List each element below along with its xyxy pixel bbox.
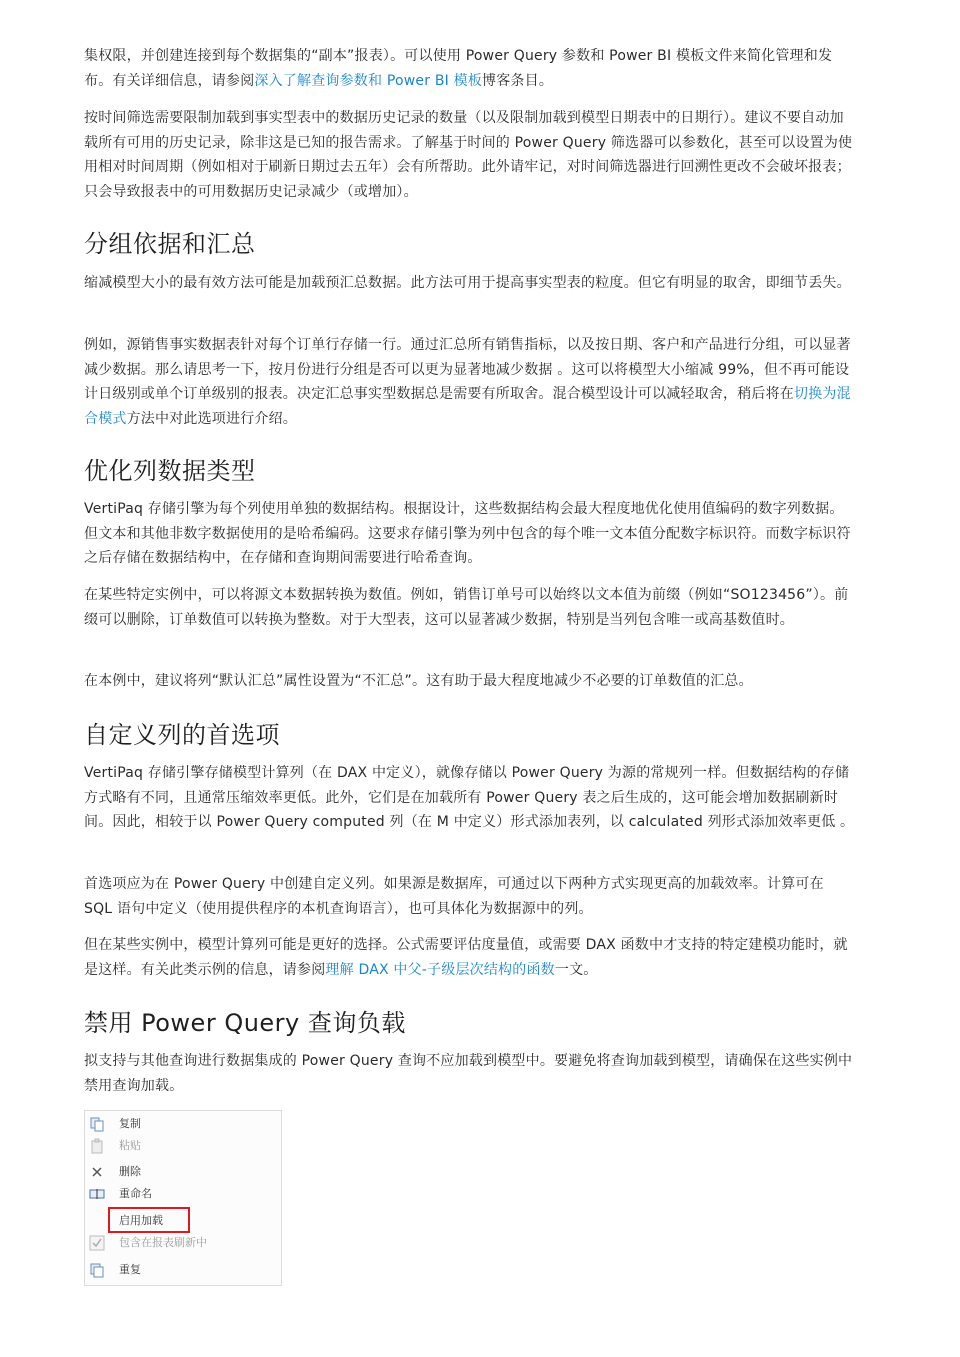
- menu-item-rename[interactable]: [85, 1183, 281, 1205]
- paragraph-text: 集权限，并创建连接到每个数据集的“副本”报表）。可以使用 Power Query 参数和 Power BI 模板文件来简化管理和发布。有关详细信息，请参阅: [84, 48, 833, 89]
- paragraph-summarize: 缩减模型大小的最有效方法可能是加载预汇总数据。此方法可用于提高事实型表的粒度。但它有明显的取舍，即细节丢失。: [84, 275, 851, 291]
- menu-item-label: 重命名: [119, 1187, 152, 1200]
- paragraph-text: 博客条目。: [482, 72, 554, 89]
- copy-icon: [89, 1116, 105, 1132]
- link-dax-hierarchy[interactable]: 理解 DAX 中父-子级层次结构的函数: [325, 961, 555, 978]
- menu-item-duplicate[interactable]: [85, 1259, 281, 1281]
- link-query-parameters[interactable]: 深入了解查询参数和 Power BI 模板: [254, 72, 483, 89]
- paragraph-text: 一文。: [554, 961, 598, 978]
- enable-load-highlight-box: [108, 1207, 190, 1233]
- menu-item-label: 启用加载: [119, 1214, 163, 1227]
- paragraph-text: 方法中对此选项进行介绍。: [126, 410, 298, 427]
- menu-item-label: 复制: [119, 1117, 141, 1130]
- delete-icon: [89, 1164, 105, 1180]
- menu-item-paste[interactable]: [85, 1135, 281, 1157]
- heading-column-types: 优化列数据类型: [84, 457, 256, 485]
- heading-custom-columns: 自定义列的首选项: [84, 721, 280, 749]
- paste-icon: [89, 1138, 105, 1154]
- paragraph-text: 但在某些实例中，模型计算列可能是更好的选择。公式需要评估度量值，或需要 DAX 函数中才支持的特定建模功能时，就是这样。有关此类示例的信息，请参阅: [84, 937, 848, 978]
- paragraph-preference: 首选项应为在 Power Query 中创建自定义列。如果源是数据库，可通过以下两种方式实现更高的加载效率。计算可在 SQL 语句中定义（使用提供程序的本机查询语言），也可具体化为数据源中的列。: [84, 876, 824, 917]
- heading-disable-load: 禁用 Power Query 查询负载: [84, 1009, 406, 1037]
- duplicate-icon: [89, 1262, 105, 1278]
- paragraph-sales-example: [84, 333, 856, 431]
- rename-icon: [89, 1186, 105, 1202]
- menu-item-label: 删除: [119, 1165, 141, 1178]
- paragraph-vertipaq: VertiPaq 存储引擎为每个列使用单独的数据结构。根据设计，这些数据结构会最大程度地优化使用值编码的数字列数据。但文本和其他非数字数据使用的是哈希编码。这要求存储引擎为列中包含的每个唯一文本值分配数字标识符。而数字标识符之后存储在数据结构中，在存储和查询期间需要进行哈希查询。: [84, 501, 851, 566]
- context-menu: [84, 1110, 282, 1286]
- paragraph-time-filter: 按时间筛选需要限制加载到事实型表中的数据历史记录的数量（以及限制加载到模型日期表中的日期行）。建议不要自动加载所有可用的历史记录，除非这是已知的报告需求。了解基于时间的 Power Query 筛选器可以参数化，甚至可以设置为使用相对时间周期（例如相对于刷新日期过去五年）会有所帮助。此外请牢记，对时间筛选器进行回溯性更改不会破坏报表；只会导致报表中的可用数据历史记录减少（或增加）。: [84, 110, 853, 200]
- paragraph-exceptions: [84, 933, 856, 982]
- heading-group-by: 分组依据和汇总: [84, 230, 256, 258]
- paragraph-summarize-property: 在本例中，建议将列“默认汇总”属性设置为“不汇总”。这有助于最大程度地减少不必要的订单数值的汇总。: [84, 673, 753, 689]
- paragraph-convert-text: 在某些特定实例中，可以将源文本数据转换为数值。例如，销售订单号可以始终以文本值为前缀（例如“SO123456”）。前缀可以删除，订单数值可以转换为整数。对于大型表，这可以显著减少数据，特别是当列包含唯一或高基数值时。: [84, 587, 849, 628]
- menu-item-delete[interactable]: [85, 1161, 281, 1183]
- menu-item-label: 粘贴: [119, 1139, 141, 1152]
- paragraph-text: 例如，源销售事实数据表针对每个订单行存储一行。通过汇总所有销售指标，以及按日期、客户和产品进行分组，可以显著减少数据。那么请思考一下，按月份进行分组是否可以更为显著地减少数据 。这可以将模型大小缩减 99%，但不再可能设计日级别或单个订单级别的报表。决定汇总事实型数据总是需要有所取舍。混合模型设计可以减轻取舍，稍后将在: [84, 337, 851, 402]
- menu-item-copy[interactable]: [85, 1113, 281, 1135]
- paragraph-permissions: [84, 44, 856, 93]
- menu-item-label: 重复: [119, 1263, 141, 1276]
- checkbox-icon: [89, 1235, 105, 1251]
- paragraph-calculated-columns: VertiPaq 存储引擎存储模型计算列（在 DAX 中定义），就像存储以 Power Query 为源的常规列一样。但数据结构的存储方式略有不同，且通常压缩效率更低。此外，它们是在加载所有 Power Query 表之后生成的，这可能会增加数据刷新时间。因此，相较于以 Power Query computed 列（在 M 中定义）形式添加表列，以 calculated 列形式添加效率更低 。: [84, 765, 855, 830]
- menu-item-label: 包含在报表刷新中: [119, 1236, 207, 1249]
- paragraph-disable-load: 拟支持与其他查询进行数据集成的 Power Query 查询不应加载到模型中。要避免将查询加载到模型，请确保在这些实例中禁用查询加载。: [84, 1053, 853, 1094]
- link-mixed-mode[interactable]: 切换为混合模式: [84, 386, 851, 427]
- menu-item-include-refresh[interactable]: [85, 1232, 281, 1254]
